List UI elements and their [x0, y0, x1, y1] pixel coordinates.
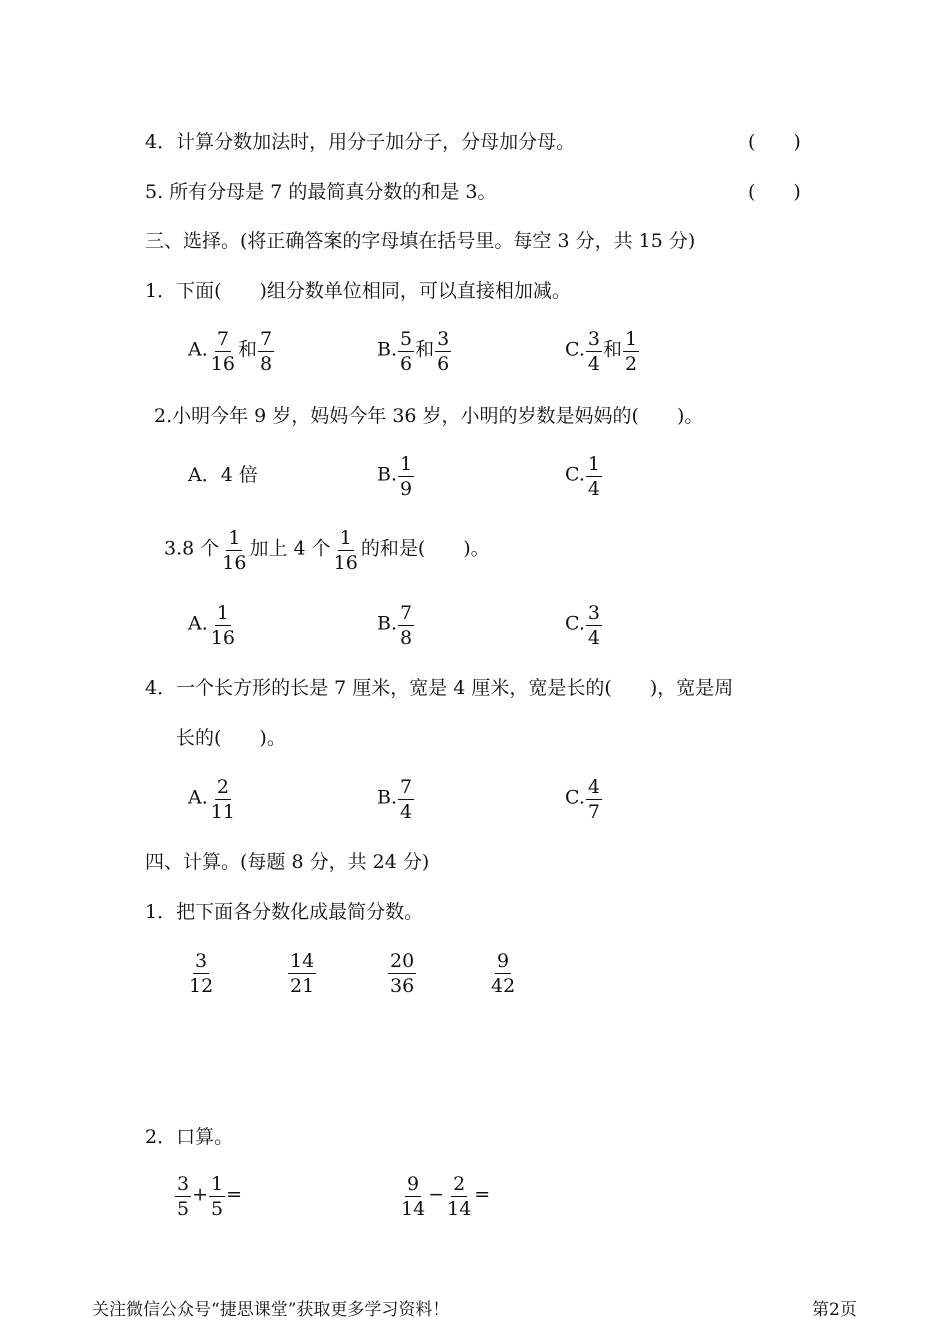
- fraction: $\frac{1}{16}$: [210, 602, 235, 649]
- choice-4-option-b: B. $\frac{7}{4}$: [377, 776, 413, 823]
- choice-1-option-c: C. $\frac{3}{4}$ 和 $\frac{1}{2}$: [565, 328, 638, 375]
- fraction: $\frac{5}{6}$: [400, 328, 413, 375]
- tf-question-5: 5. 所有分母是 7 的最简真分数的和是 3。: [145, 181, 497, 203]
- mental-math-expression-2: $\frac{9}{14}$ − $\frac{2}{14}$ =: [401, 1173, 491, 1220]
- answer-bracket[interactable]: ( ): [748, 181, 801, 203]
- section-heading-calc: 四、计算。(每题 8 分，共 24 分): [145, 851, 430, 873]
- choice-3-option-c: C. $\frac{3}{4}$: [565, 602, 600, 649]
- fraction: $\frac{1}{16}$: [222, 527, 247, 574]
- fraction: $\frac{4}{7}$: [587, 776, 600, 823]
- simplify-fraction-1: [186, 948, 216, 997]
- choice-1-option-b: B. $\frac{5}{6}$ 和 $\frac{3}{6}$: [377, 328, 450, 375]
- fraction: $\frac{1}{9}$: [400, 453, 413, 500]
- simplify-fraction-4: [488, 948, 518, 997]
- mental-math-expression-1: $\frac{3}{5}$ + $\frac{1}{5}$ =: [177, 1173, 243, 1220]
- fraction: $\frac{2}{14}$: [447, 1173, 472, 1220]
- fraction: $\frac{14}{21}$: [290, 950, 315, 997]
- choice-question-2: 2.小明今年 9 岁，妈妈今年 36 岁，小明的岁数是妈妈的( )。: [154, 405, 704, 427]
- section-heading-choice: 三、选择。(将正确答案的字母填在括号里。每空 3 分，共 15 分): [145, 230, 696, 252]
- calc-question-2: 2．口算。: [145, 1126, 234, 1148]
- choice-2-option-b: B. $\frac{1}{9}$: [377, 453, 413, 500]
- choice-4-option-a: A. $\frac{2}{11}$: [188, 776, 235, 823]
- calc-question-1: 1．把下面各分数化成最简分数。: [145, 901, 424, 923]
- fraction: $\frac{1}{2}$: [625, 328, 638, 375]
- tf-question-4: 4．计算分数加法时，用分子加分子，分母加分母。: [145, 131, 576, 153]
- fraction: $\frac{3}{5}$: [177, 1173, 190, 1220]
- answer-bracket[interactable]: ( ): [748, 131, 801, 153]
- fraction: $\frac{3}{6}$: [437, 328, 450, 375]
- fraction: $\frac{7}{8}$: [259, 328, 273, 375]
- simplify-fraction-3: [387, 948, 417, 997]
- fraction: $\frac{9}{42}$: [491, 950, 516, 997]
- choice-3-option-a: A. $\frac{1}{16}$: [188, 602, 235, 649]
- choice-question-4-line2: 长的( )。: [176, 727, 286, 749]
- simplify-fraction-2: [287, 948, 317, 997]
- fraction: $\frac{1}{4}$: [587, 453, 600, 500]
- fraction: $\frac{1}{5}$: [211, 1173, 224, 1220]
- choice-2-option-a: A．4 倍: [188, 464, 258, 486]
- page-number: 第2页: [812, 1300, 857, 1320]
- choice-4-option-c: C. $\frac{4}{7}$: [565, 776, 600, 823]
- fraction: $\frac{3}{12}$: [189, 950, 214, 997]
- fraction: $\frac{7}{16}$: [210, 328, 235, 375]
- choice-1-option-a: A. $\frac{7}{16}$ 和 $\frac{7}{8}$: [188, 328, 273, 375]
- choice-2-option-c: C. $\frac{1}{4}$: [565, 453, 600, 500]
- fraction: $\frac{1}{16}$: [333, 527, 358, 574]
- choice-question-1: 1．下面( )组分数单位相同，可以直接相加减。: [145, 280, 571, 302]
- fraction: $\frac{20}{36}$: [390, 950, 415, 997]
- fraction: $\frac{3}{4}$: [587, 602, 600, 649]
- fraction: $\frac{7}{4}$: [400, 776, 413, 823]
- choice-question-4-line1: 4．一个长方形的长是 7 厘米，宽是 4 厘米，宽是长的( )，宽是周: [145, 677, 734, 699]
- fraction: $\frac{3}{4}$: [587, 328, 600, 375]
- footer-note: 关注微信公众号“捷思课堂”获取更多学习资料！: [92, 1300, 450, 1320]
- fraction: $\frac{9}{14}$: [401, 1173, 426, 1220]
- fraction: $\frac{2}{11}$: [210, 776, 235, 823]
- choice-question-3: 3.8 个 $\frac{1}{16}$ 加上 4 个 $\frac{1}{16}$ 的和是( )。: [164, 527, 490, 574]
- fraction: $\frac{7}{8}$: [400, 602, 413, 649]
- choice-3-option-b: B. $\frac{7}{8}$: [377, 602, 413, 649]
